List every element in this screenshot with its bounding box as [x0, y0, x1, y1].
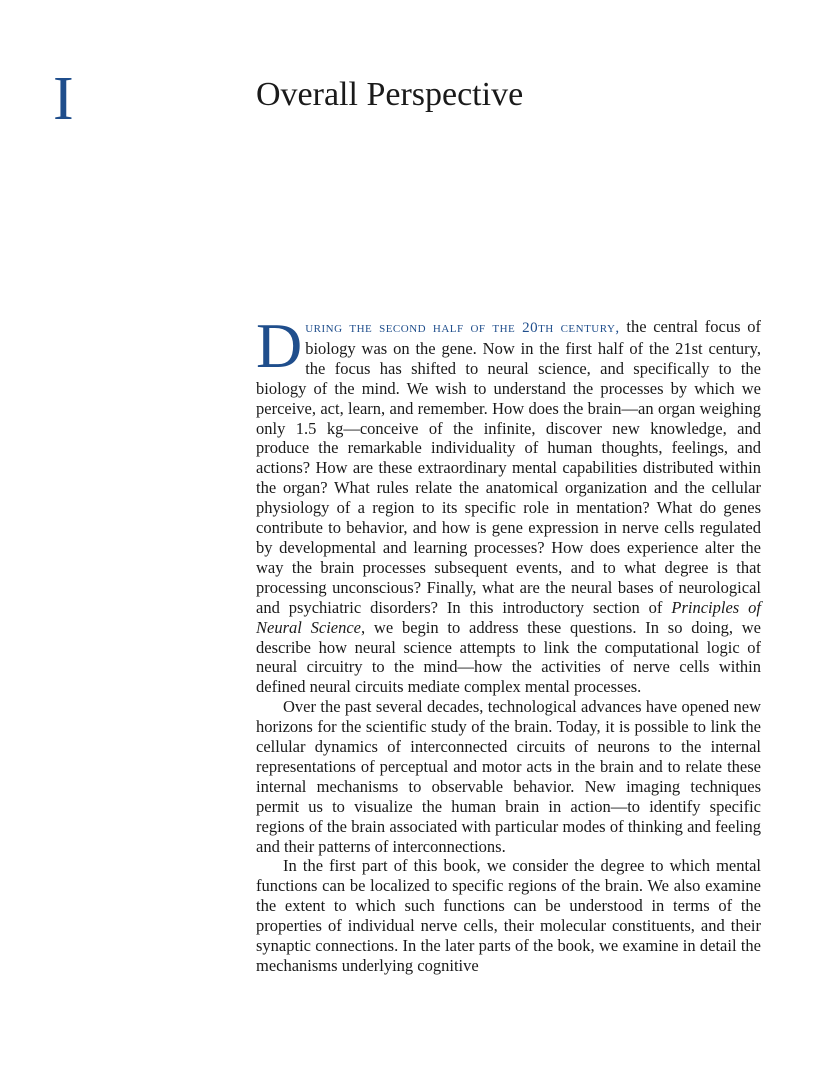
paragraph-3: In the first part of this book, we consider the degree to which mental functions can be localized to specific regions of the brain. We also examine the extent to which such functions can be understood in terms of the properties of individual nerve cells, their molecular constituents, and their synaptic connections. In the later parts of the book, we examine in detail the mechanisms underlying cognitive — [256, 856, 761, 975]
part-title: Overall Perspective — [256, 76, 524, 113]
lead-in: uring the second half of the 20th century, — [305, 320, 620, 336]
drop-cap: D — [256, 310, 303, 381]
intro-paragraph — [256, 310, 762, 697]
paragraph-2: Over the past several decades, technological advances have opened new horizons for the scientific study of the brain. Today, it is possible to link the cellular dynamics of interconnected circuits of neurons to the internal representations of perceptual and motor acts in the brain and to relate these internal mechanisms to observable behavior. New imaging techniques permit us to visualize the human brain in action—to identify specific regions of the brain associated with particular modes of thinking and feeling and their patterns of interconnections. — [256, 697, 761, 856]
intro-text-2: , we begin to address these questions. In so doing, we describe how neural science attempts to link the computational logic of neural circuitry to the mind—how the activities of nerve cells within defined neural circuits mediate complex mental processes. — [256, 617, 761, 697]
book-title: Principles of Neural Science — [256, 597, 762, 637]
part-numeral: I — [53, 65, 74, 133]
body-text — [256, 310, 762, 976]
intro-text-1: the central focus of biology was on the gene. Now in the first half of the 21st century, the focus has shifted to neural science, and specifically to the biology of the mind. We wish to understand the processes by which we perceive, act, learn, and remember. How does the brain—an organ weighing only 1.5 kg—conceive of the infinite, discover new knowledge, and produce the remarkable individuality of human thoughts, feelings, and actions? How are these extraordinary mental capabilities distributed within the organ? What rules relate the anatomical organization and the cellular physiology of a region to its specific role in mentation? What do genes contribute to behavior, and how is gene expression in nerve cells regulated by developmental and learning processes? How does experience alter the way the brain processes subsequent events, and to what degree is that processing unconscious? Finally, what are the neural bases of neurological and psychiatric disorders? In this introductory section of — [256, 317, 761, 617]
